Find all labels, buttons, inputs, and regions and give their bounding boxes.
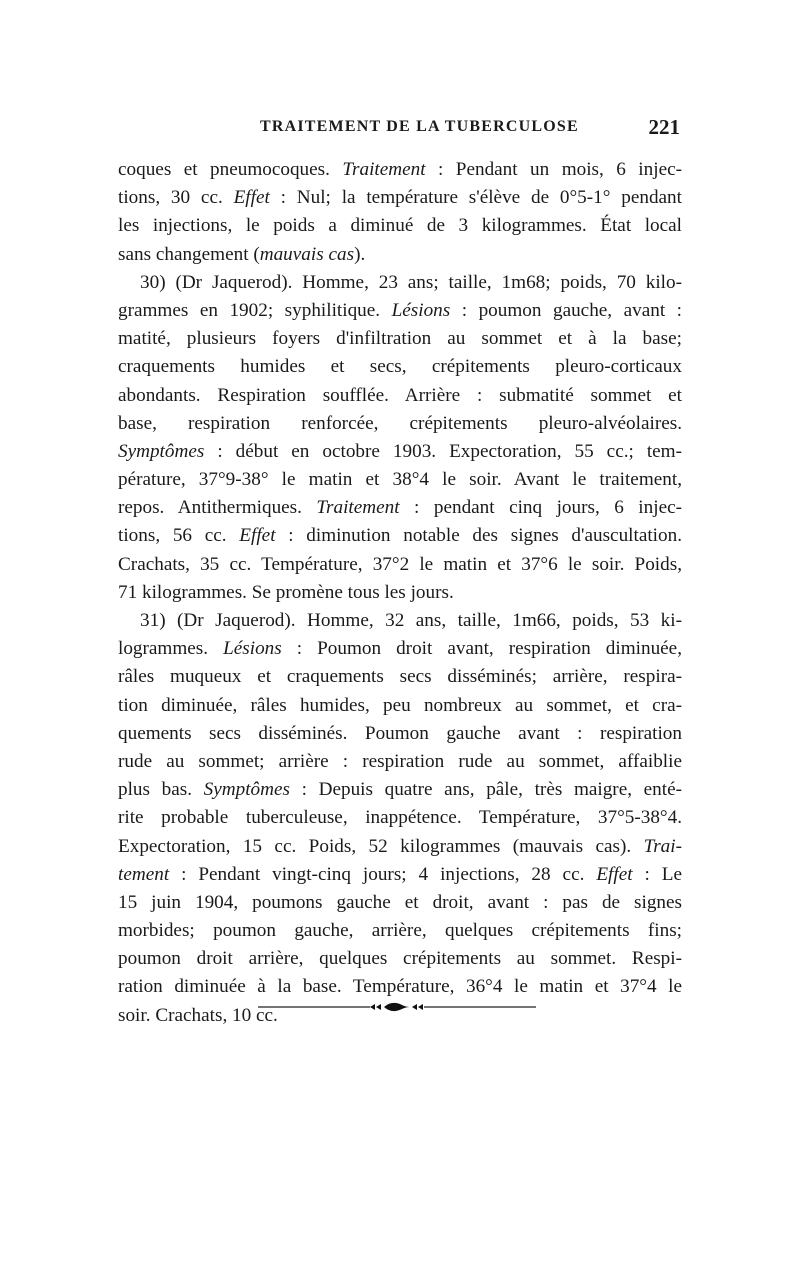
text-line [118,720,682,748]
text-line [118,382,682,410]
text-line [118,804,682,832]
text-run: râles muqueux et craquements secs disséminés; arrière, respira- [118,666,682,688]
text-run: : début en octobre 1903. Expectoration, 55 cc.; tem- [204,440,682,462]
text-line [118,776,682,804]
running-head: TRAITEMENT DE LA TUBERCULOSE [260,118,579,135]
text-run: ration diminuée à la base. Température, 36°4 le matin et 37°4 le [118,976,682,998]
text-run: logrammes. [118,638,224,660]
text-line [118,833,682,861]
text-line [118,438,682,466]
text-run: sans changement ( [118,243,260,265]
text-line [118,297,682,325]
italic-term: tement [118,863,170,885]
text-line [118,241,682,269]
text-run: : Pendant un mois, 6 injec- [425,159,682,180]
text-line [118,184,682,212]
text-run: 71 kilogrammes. Se promène tous les jours. [118,581,454,603]
text-run: poumon droit arrière, quelques crépitements au sommet. Respi- [118,948,682,970]
text-run: : Nul; la température s'élève de 0°5-1° pendant [269,187,682,209]
text-run: : poumon gauche, avant : [450,299,683,321]
text-run: abondants. Respiration soufflée. Arrière : submatité sommet et [118,384,682,406]
text-line [118,410,682,438]
text-line [118,917,682,945]
text-run: tions, 56 cc. [118,525,240,547]
italic-term: Effet [239,525,276,547]
text-run: craquements humides et secs, crépitements pleuro-corticaux [118,356,682,378]
text-line [118,522,682,550]
text-line [118,748,682,776]
text-run: quements secs disséminés. Poumon gauche avant : respiration [118,722,682,744]
text-line [118,353,682,381]
text-run: rite probable tuberculeuse, inappétence. Température, 37°5-38°4. [118,807,682,829]
text-run: morbides; poumon gauche, arrière, quelques crépitements fins; [118,920,682,942]
text-run: plus bas. [118,779,204,801]
italic-term: Effet [233,187,270,209]
text-run: : Poumon droit avant, respiration diminuée, [281,638,682,660]
text-line [118,156,682,184]
text-run: soir. Crachats, 10 cc. [118,1004,278,1026]
italic-term: Symptômes [203,779,290,801]
text-line [118,945,682,973]
text-line [118,663,682,691]
italic-term: Lésions [391,299,451,321]
text-line [118,973,682,1001]
italic-term: Traitement [316,497,400,519]
text-run: : Depuis quatre ans, pâle, très maigre, enté- [289,779,682,801]
text-run: : pendant cinq jours, 6 injec- [399,497,682,519]
text-run: repos. Antithermiques. [118,497,317,519]
text-run: base, respiration renforcée, crépitements pleuro-alvéolaires. [118,412,682,434]
text-run: grammes en 1902; syphilitique. [118,299,392,321]
italic-term: Traitement [342,159,426,180]
text-run: pérature, 37°9-38° le matin et 38°4 le soir. Avant le traitement, [118,469,682,491]
text-line [118,325,682,353]
text-run: les injections, le poids a diminué de 3 kilogrammes. État local [118,215,682,237]
text-run: ). [354,243,366,265]
text-run: 15 juin 1904, poumons gauche et droit, avant : pas de signes [118,891,682,913]
text-run: : Pendant vingt-cinq jours; 4 injections, 28 cc. [169,863,597,885]
italic-term: mauvais cas [259,243,355,265]
text-line [118,551,682,579]
text-run: Expectoration, 15 cc. Poids, 52 kilogrammes (mauvais cas). [118,835,644,857]
text-run: Crachats, 35 cc. Température, 37°2 le matin et 37°6 le soir. Poids, [118,553,682,575]
text-run: tion diminuée, râles humides, peu nombreux au sommet, et cra- [118,694,682,716]
text-run: matité, plusieurs foyers d'infiltration au sommet et à la base; [118,328,682,350]
text-run: : diminution notable des signes d'auscultation. [275,525,682,547]
page-number: 221 [648,115,680,139]
text-line [118,607,682,635]
fleuron-divider-icon [258,1000,536,1014]
text-run: 31) (Dr Jaquerod). Homme, 32 ans, taille, 1m66, poids, 53 ki- [140,610,682,631]
text-line [118,635,682,663]
italic-term: Symptômes [118,440,205,462]
italic-term: Effet [596,863,633,885]
text-line [118,889,682,917]
text-line [118,269,682,297]
text-run: rude au sommet; arrière : respiration rude au sommet, affaiblie [118,750,682,772]
text-line [118,466,682,494]
text-line [118,579,682,607]
body-text [118,156,682,1030]
text-line [118,212,682,240]
page-header [118,115,682,148]
text-run: : Le [632,863,683,885]
text-run: coques et pneumocoques. [118,159,343,180]
text-line [118,494,682,522]
text-run: 30) (Dr Jaquerod). Homme, 23 ans; taille, 1m68; poids, 70 kilo- [140,271,682,293]
italic-term: Lésions [223,638,282,660]
text-line [118,692,682,720]
text-run: tions, 30 cc. [118,187,234,209]
italic-term: Trai- [643,835,682,857]
text-line [118,861,682,889]
